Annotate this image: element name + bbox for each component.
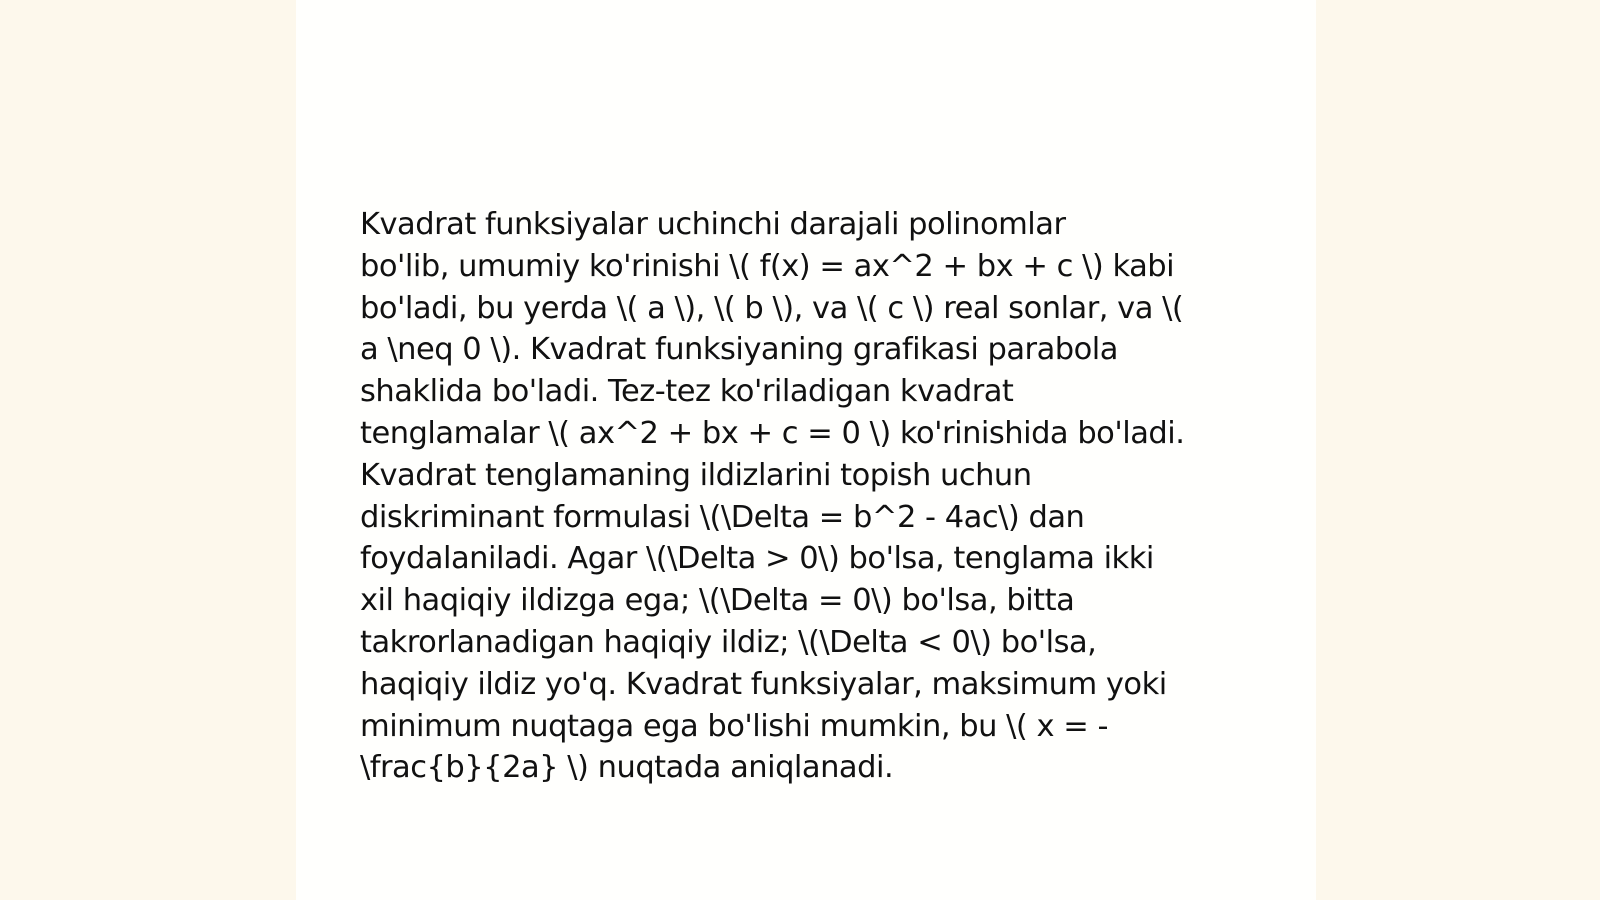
paragraph-line: diskriminant formulasi \(\Delta = b^2 - 4ac\) dan [360, 499, 1085, 535]
paragraph-line: foydalaniladi. Agar \(\Delta > 0\) bo'lsa, tenglama ikki [360, 541, 1154, 577]
paragraph-line: bo'ladi, bu yerda \( a \), \( b \), va \( c \) real sonlar, va \( [360, 290, 1184, 326]
paragraph-line: Kvadrat funksiyalar uchinchi darajali polinomlar [360, 207, 1066, 242]
paragraph-line: takrorlanadigan haqiqiy ildiz; \(\Delta < 0\) bo'lsa, [360, 624, 1097, 660]
paragraph-line: Kvadrat tenglamaning ildizlarini topish uchun [360, 457, 1032, 493]
paragraph-line: \frac{b}{2a} \) nuqtada aniqlanadi. [360, 750, 894, 786]
paragraph-line: xil haqiqiy ildizga ega; \(\Delta = 0\) bo'lsa, bitta [360, 583, 1075, 619]
body-paragraph [360, 204, 1250, 789]
paragraph-line: shaklida bo'ladi. Tez-tez ko'riladigan kvadrat [360, 374, 1014, 410]
paragraph-line: haqiqiy ildiz yo'q. Kvadrat funksiyalar, maksimum yoki [360, 666, 1167, 702]
paragraph-line: tenglamalar \( ax^2 + bx + c = 0 \) ko'rinishida bo'ladi. [360, 415, 1185, 451]
paragraph-line: bo'lib, umumiy ko'rinishi \( f(x) = ax^2 + bx + c \) kabi [360, 248, 1175, 284]
paragraph-line: a \neq 0 \). Kvadrat funksiyaning grafikasi parabola [360, 332, 1118, 368]
document-page [296, 0, 1316, 900]
paragraph-line: minimum nuqtaga ega bo'lishi mumkin, bu \( x = - [360, 708, 1108, 744]
